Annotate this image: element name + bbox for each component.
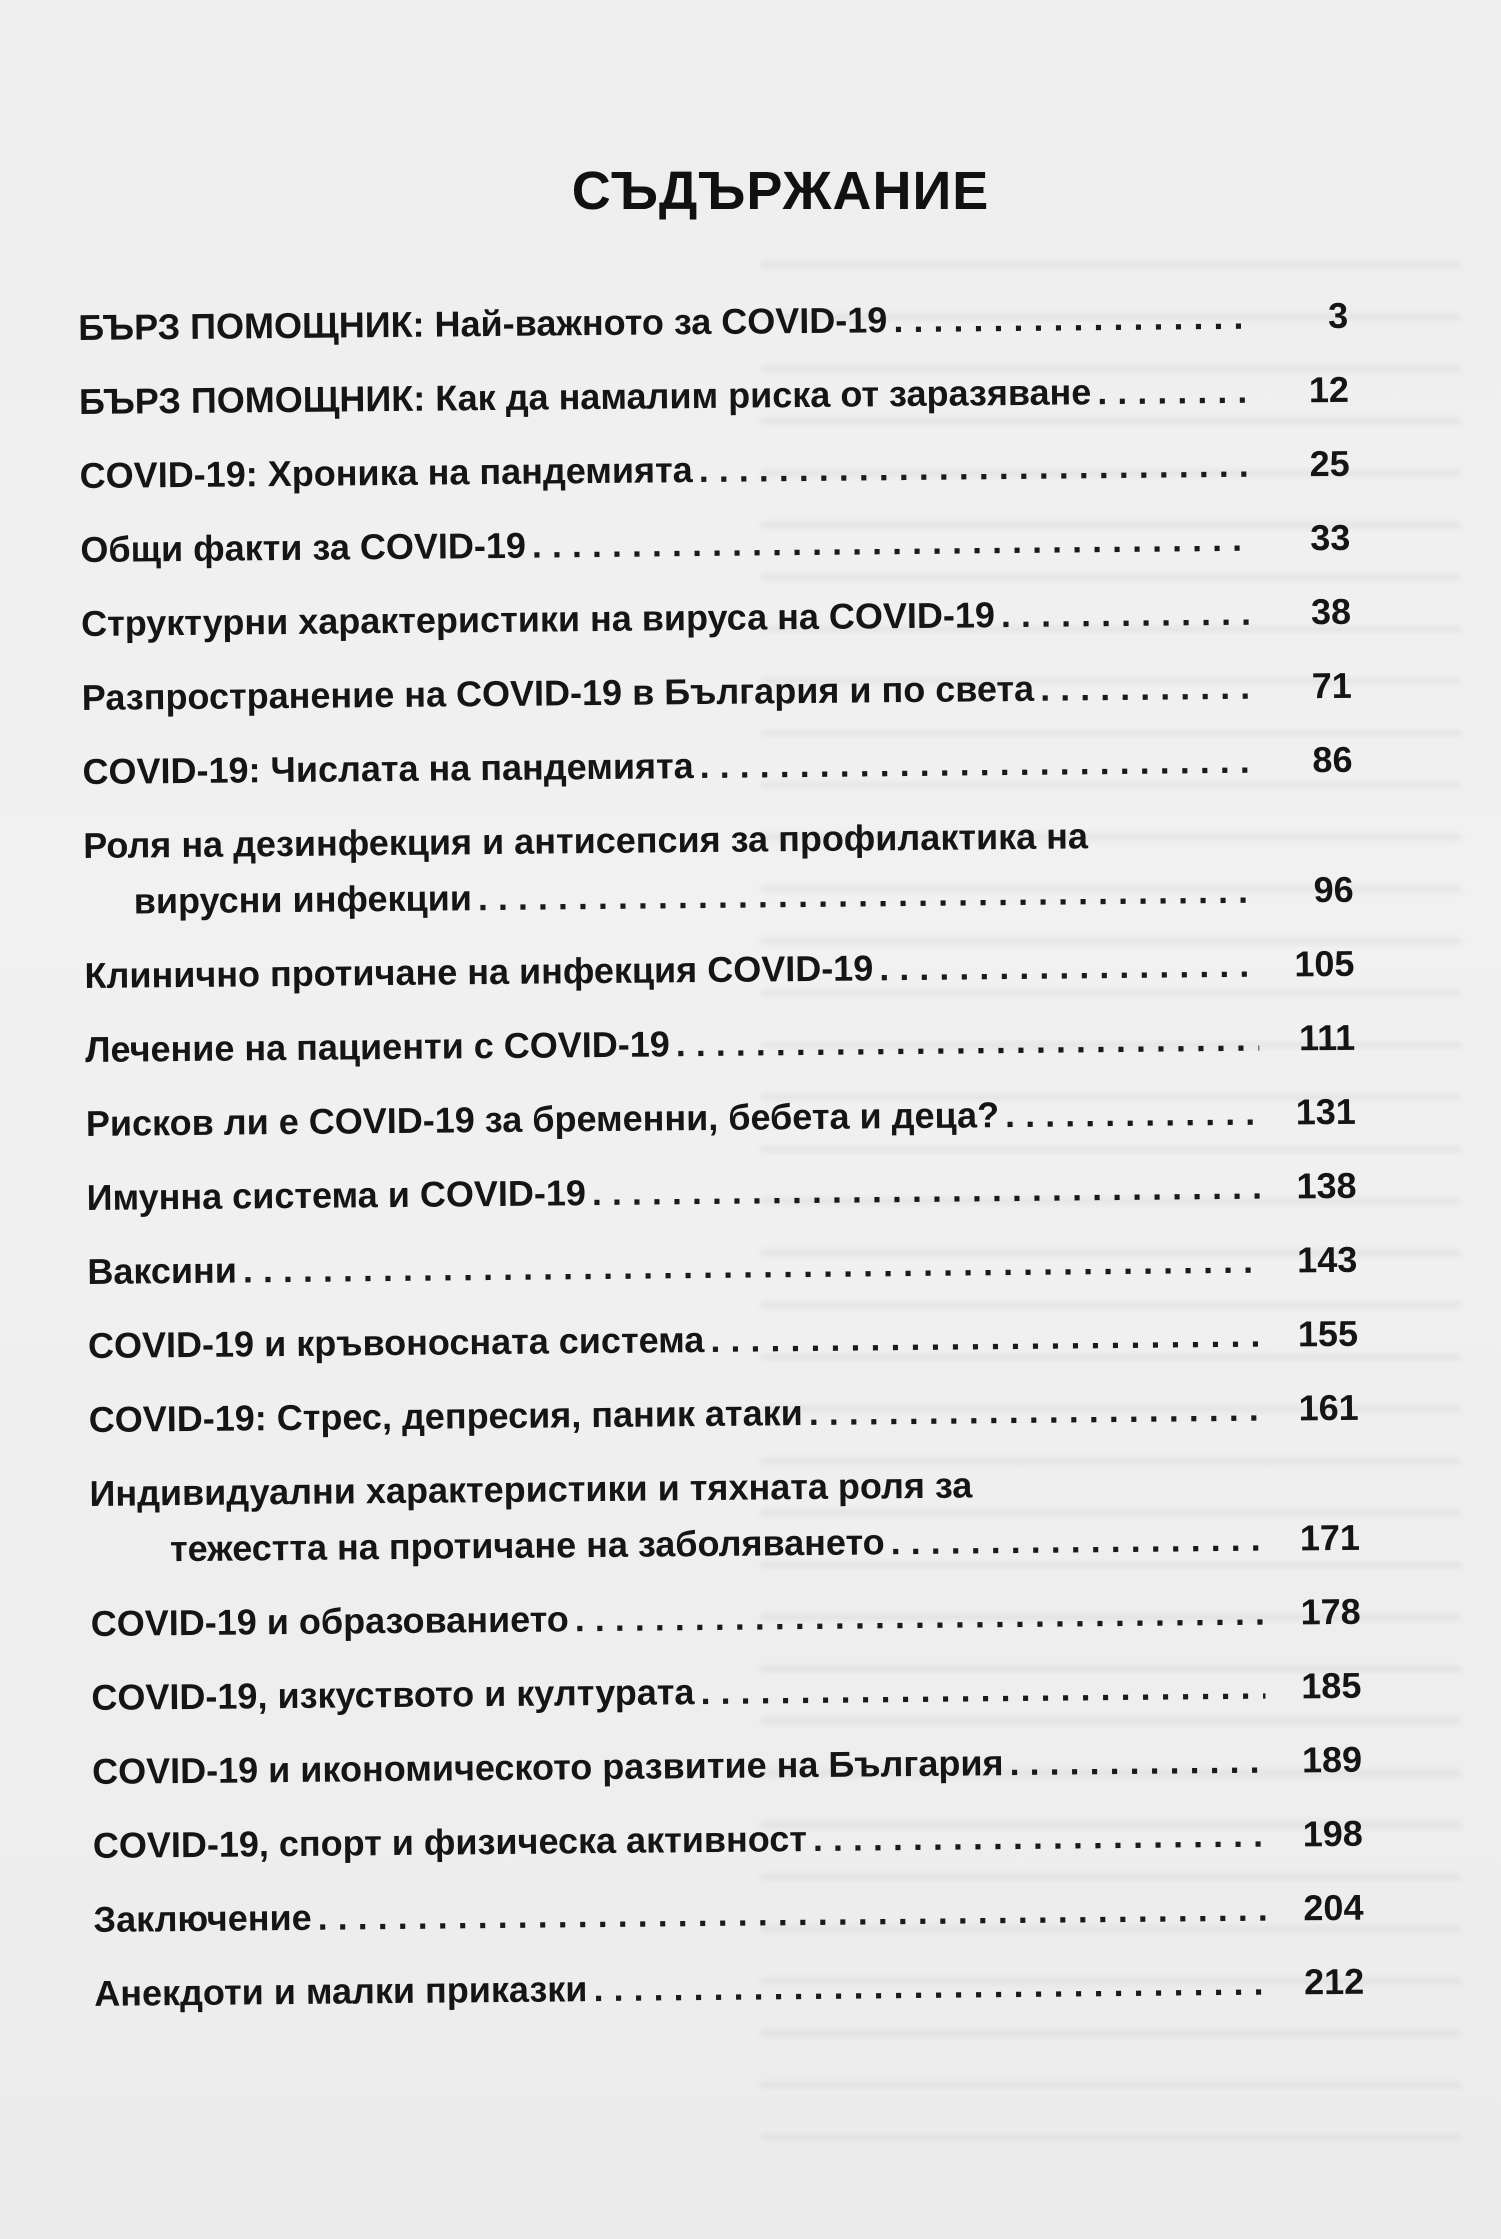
toc-entry-label: Структурни характеристики на вируса на COVID-19: [80, 594, 996, 644]
toc-entry: [82, 658, 1353, 744]
toc-entry-label: COVID-19: Числата на пандемията: [82, 745, 694, 792]
toc-entry-page: 33: [1310, 516, 1351, 559]
toc-entry: [81, 584, 1352, 670]
toc-entry: [92, 1732, 1363, 1818]
toc-entry-page: 178: [1300, 1590, 1361, 1633]
toc-entry-label: COVID-19, спорт и физическа активност: [92, 1818, 808, 1866]
toc-entry: [88, 1306, 1359, 1392]
dot-leader: [893, 289, 1252, 348]
toc-entry-label: Клинично протичане на инфекция COVID-19: [84, 947, 874, 996]
toc-entry: [89, 1454, 1360, 1596]
toc-entry-label: Имунна система и COVID-19: [86, 1172, 587, 1218]
dot-leader: [593, 1955, 1268, 2017]
toc-entry-label: COVID-19 и образованието: [90, 1598, 569, 1644]
toc-entry-label: Заключение: [93, 1896, 312, 1940]
dot-leader: [700, 1659, 1265, 1720]
toc-entry-label: Рисков ли е COVID-19 за бременни, бебета и деца?: [85, 1094, 1000, 1144]
toc-entry-page: 38: [1310, 590, 1352, 633]
toc-entry-page: 155: [1297, 1312, 1359, 1355]
dot-leader: [1001, 585, 1256, 643]
toc-entry-page: 105: [1294, 942, 1355, 985]
toc-entry-page: 161: [1298, 1386, 1359, 1429]
dot-leader: [890, 1511, 1264, 1571]
toc-entry-page: 86: [1312, 738, 1353, 781]
dot-leader: [699, 733, 1256, 794]
toc-entry-page: 131: [1295, 1090, 1357, 1133]
toc-entry-label: Анекдоти и малки приказки: [94, 1968, 588, 2014]
toc-entry-page: 143: [1296, 1238, 1358, 1281]
toc-entry-label: вирусни инфекции: [133, 877, 473, 922]
toc-entry-label: COVID-19: Хроника на пандемията: [79, 449, 693, 496]
toc-entry: [78, 288, 1349, 374]
toc-entry: [83, 806, 1354, 948]
toc-entry: [90, 1584, 1361, 1670]
dot-leader: [592, 1159, 1261, 1221]
dot-leader: [243, 1233, 1262, 1299]
toc-entry: [84, 936, 1355, 1022]
dot-leader: [698, 437, 1253, 498]
toc-entry-label: COVID-19 и икономическото развитие на България: [91, 1742, 1004, 1792]
toc-entry-page: 111: [1298, 1016, 1356, 1059]
toc-entry-label: COVID-19, изкуството и културата: [91, 1671, 695, 1718]
dot-leader: [676, 1011, 1260, 1073]
toc-entry-label-line1: Индивидуални характеристики и тяхната роля за: [89, 1464, 973, 1514]
dot-leader: [1097, 363, 1253, 420]
toc-entry: [88, 1380, 1359, 1466]
toc-entry-page: 96: [1313, 868, 1354, 911]
toc-entry-label: тежестта на протичане на заболяването: [169, 1521, 885, 1570]
dot-leader: [710, 1307, 1262, 1368]
toc-entry: [86, 1084, 1357, 1170]
toc-entry-page: 212: [1303, 1960, 1365, 2003]
toc-entry-page: 3: [1327, 294, 1349, 336]
dot-leader: [1009, 1733, 1266, 1791]
dot-leader: [813, 1807, 1267, 1867]
toc-entry: [79, 436, 1350, 522]
dot-leader: [317, 1881, 1267, 1946]
toc-entry-label: БЪРЗ ПОМОЩНИК: Как да намалим риска от заразяване: [78, 371, 1092, 422]
toc-entry-page: 25: [1309, 442, 1350, 485]
dot-leader: [808, 1381, 1262, 1441]
toc-entry-page: 138: [1296, 1164, 1357, 1207]
toc-entry-label: COVID-19: Стрес, депресия, паник атаки: [88, 1392, 803, 1440]
toc-entry-label: COVID-19 и кръвоносната система: [87, 1319, 705, 1366]
toc-entry: [94, 1954, 1365, 2040]
toc-entry-label: Разпространение на COVID-19 в България и по света: [81, 667, 1035, 718]
toc-entry: [93, 1880, 1364, 1966]
toc-entry-label: Ваксини: [87, 1249, 238, 1292]
toc-entry-page: 204: [1303, 1886, 1364, 1929]
toc-entry: [82, 732, 1353, 818]
toc-entry-page: 189: [1301, 1738, 1363, 1781]
table-of-contents: [78, 288, 1365, 2040]
dot-leader: [1005, 1085, 1260, 1143]
toc-entry: [85, 1010, 1356, 1096]
dot-leader: [478, 863, 1258, 926]
page-title: СЪДЪРЖАНИЕ: [571, 161, 990, 221]
dot-leader: [1040, 659, 1256, 717]
toc-entry-page: 185: [1301, 1664, 1362, 1707]
toc-entry: [93, 1806, 1364, 1892]
toc-entry: [80, 510, 1351, 596]
dot-leader: [532, 511, 1255, 574]
toc-entry-page: 198: [1302, 1812, 1363, 1855]
toc-entry-page: 71: [1311, 664, 1352, 707]
toc-entry-label: Общи факти за COVID-19: [80, 524, 527, 570]
dot-leader: [575, 1585, 1265, 1648]
toc-entry-page: 12: [1308, 368, 1350, 411]
toc-entry: [86, 1158, 1357, 1244]
dot-leader: [879, 937, 1259, 997]
toc-entry-label: Лечение на пациенти с COVID-19: [84, 1023, 670, 1070]
toc-entry-label: БЪРЗ ПОМОЩНИК: Най-важното за COVID-19: [78, 299, 888, 348]
toc-entry: [79, 362, 1350, 448]
toc-entry-page: 171: [1299, 1516, 1361, 1559]
toc-entry-label-line1: Роля на дезинфекция и антисепсия за профилактика на: [83, 815, 1089, 866]
toc-entry: [87, 1232, 1358, 1318]
toc-entry: [91, 1658, 1362, 1744]
